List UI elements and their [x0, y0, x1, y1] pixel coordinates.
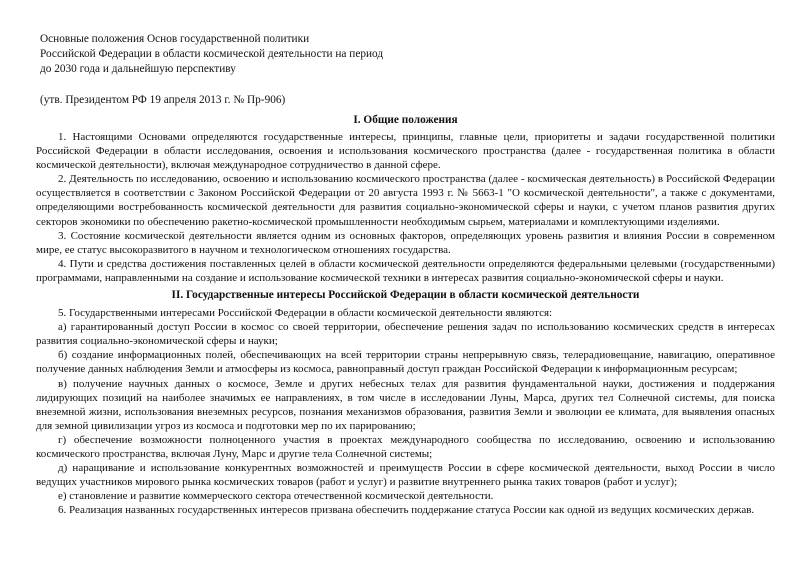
approval-note: (утв. Президентом РФ 19 апреля 2013 г. № Пр-906): [40, 94, 286, 106]
section-2-heading: II. Государственные интересы Российской Федерации в области космической деятельности: [171, 289, 640, 302]
list-item: б) создание информационных полей, обеспечивающих на всей территории страны непрерывную связь, телерадиовещание, навигацию, оперативное получение данных наблюдения Земли и атмосферы из космоса, равноправный доступ граждан Российской Федерации к информационным ресурсам;: [36, 349, 775, 376]
list-item: е) становление и развитие коммерческого сектора отечественной космической деятельности.: [58, 490, 494, 503]
paragraph: 4. Пути и средства достижения поставленных целей в области космической деятельности определяются федеральными целевыми (государственными) программами, направленными на создание и использование космической техники в интересах развития социально-экономической сферы и науки.: [36, 257, 775, 284]
document-title: [40, 32, 775, 77]
title-line-3: до 2030 года и дальнейшую перспективу: [40, 63, 236, 75]
paragraph: 6. Реализация названных государственных интересов призвана обеспечить поддержание статуса России как одной из ведущих космических держав.: [58, 504, 755, 517]
list-item: а) гарантированный доступ России в космос со своей территории, обеспечение решения задач по использованию космических средств в интересах развития социально-экономической сферы и науки;: [36, 321, 775, 348]
list-item: г) обеспечение возможности полноценного участия в проектах международного сообщества по исследованию, освоению и использованию космического пространства, включая Луну, Марс и другие тела Солнечной системы;: [36, 433, 775, 460]
title-line-2: Российской Федерации в области космической деятельности на период: [40, 48, 384, 60]
paragraph: 5. Государственными интересами Российской Федерации в области космической деятельности являются:: [58, 307, 553, 320]
paragraph: 1. Настоящими Основами определяются государственные интересы, принципы, главные цели, приоритеты и задачи государственной политики Российской Федерации в области исследования, освоения и использования космического пространства (далее - государственная политика в области космической деятельности), включая международное сотрудничество в данной сфере.: [36, 131, 775, 172]
paragraph: 3. Состояние космической деятельности является одним из основных факторов, определяющих уровень развития и влияния России в современном мире, ее статус высокоразвитого в научном и технологическом отношениях государства.: [36, 229, 775, 256]
title-line-1: Основные положения Основ государственной политики: [40, 33, 310, 45]
section-1-heading: I. Общие положения: [353, 114, 458, 126]
list-item: в) получение научных данных о космосе, Земле и других небесных телах для развития фундаментальной науки, достижения и поддержания лидирующих позиций на наиболее значимых ее направлениях, в том числе в исследовании Луны, Марса, других тел Солнечной системы, для поиска внеземной жизни, использования внеземных ресурсов, познания механизмов образования, развития Земли и эволюции ее климата, для выявления опасных для земной цивилизации угроз из космоса и подготовки мер по их парированию;: [36, 377, 775, 432]
list-item: д) наращивание и использование конкурентных возможностей и преимуществ России в сфере космической деятельности, выход России в число ведущих участников мирового рынка космических товаров (работ и услуг) и развитие внутреннего рынка таких товаров (работ и услуг);: [36, 462, 775, 489]
paragraph: 2. Деятельность по исследованию, освоению и использованию космического пространства (далее - космическая деятельность) в Российской Федерации осуществляется в соответствии с Законом Российской Федерации от 20 августа 1993 г. № 5663-1 "О космической деятельности", а также с документами, определяющими востребованность космической деятельности для развития социально-экономической сферы и науки, с учетом планов развития других секторов экономики по обеспечению ракетно-космической промышленности необходимым сырьем, материалами и комплектующими изделиями.: [36, 173, 775, 228]
